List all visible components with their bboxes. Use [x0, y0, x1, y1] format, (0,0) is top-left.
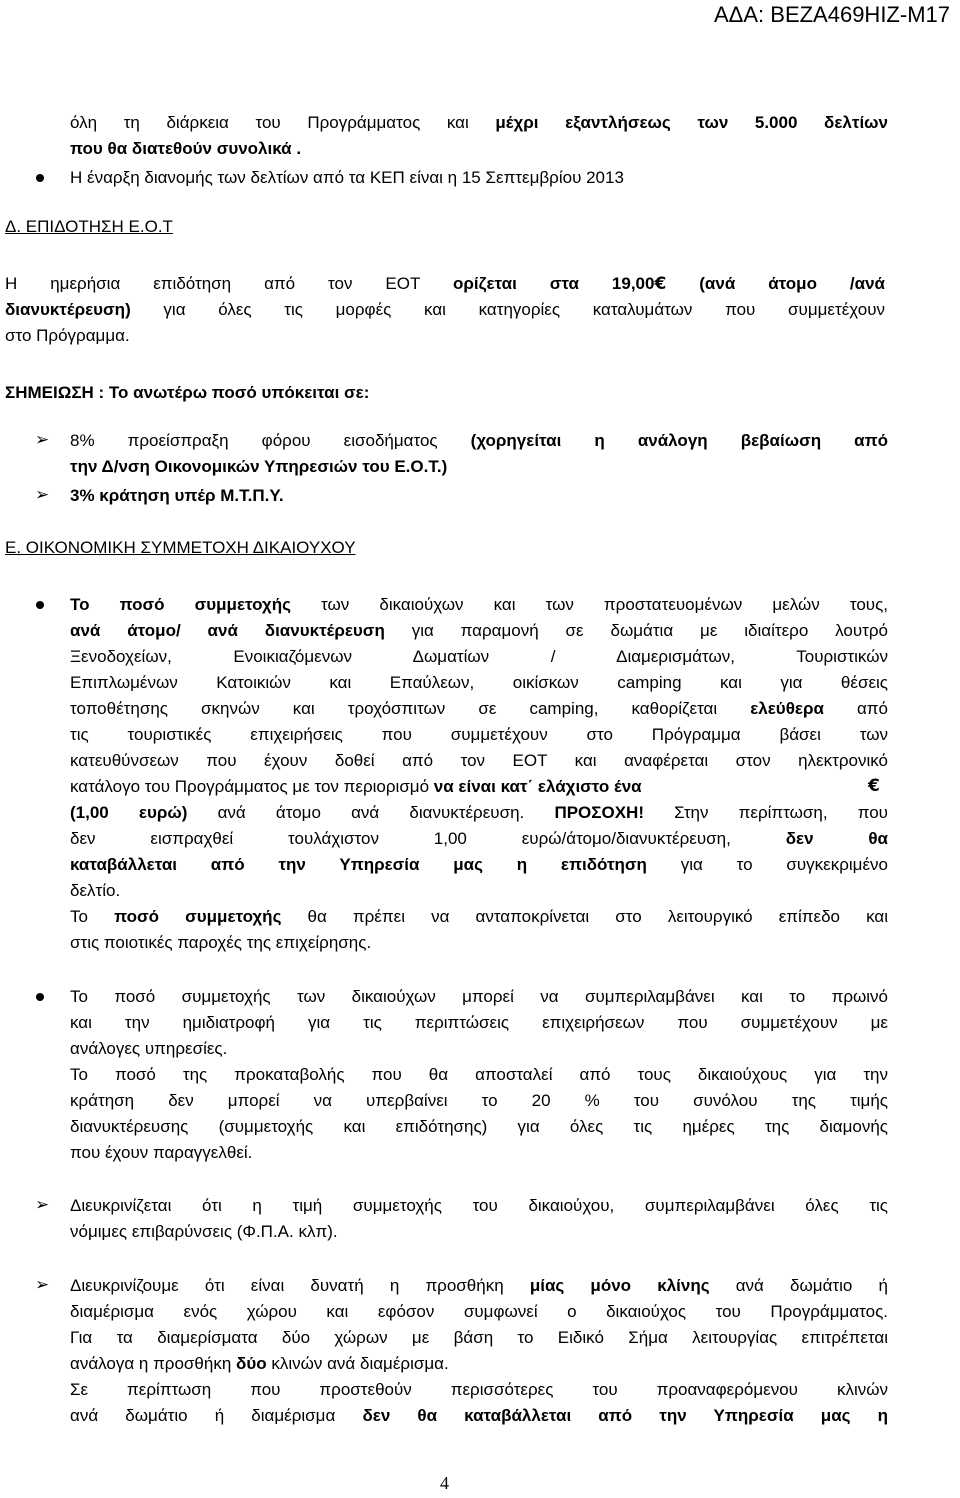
e-b1-l5-c: από: [823, 699, 888, 718]
bullet-icon: [36, 174, 44, 182]
e-b1-l1-b: των δικαιούχων και των προστατευομένων μελών τους,: [290, 595, 888, 614]
bullet-icon: [36, 993, 44, 1001]
e-b1-l11-a: καταβάλλεται από την Υπηρεσία μας η επιδότηση: [70, 855, 647, 874]
top-line-2-text: που θα διατεθούν συνολικά .: [70, 139, 302, 158]
e-b2-l2-text: και την ημιδιατροφή για τις περιπτώσεις επιχειρήσεων που συμμετέχουν με: [70, 1013, 888, 1032]
page-number: 4: [440, 1473, 449, 1493]
e-b1-l5-a: τοποθέτησης σκηνών και τροχόσπιτων σε camping, καθορίζεται: [70, 699, 751, 718]
section-d-p1-line1: [5, 271, 885, 296]
e-b1-l8: [70, 774, 642, 799]
e-a2-l3-text: Για τα διαμερίσματα δύο χώρων με βάση το Ειδικό Σήμα λειτουργίας επιτρέπεται: [70, 1328, 888, 1347]
euro-icon: €: [868, 776, 880, 796]
e-b2-l5: [70, 1088, 888, 1113]
e-a2-l1: [70, 1273, 888, 1298]
e-a2-l5-text: Σε περίπτωση που προστεθούν περισσότερες του προαναφερόμενου κλινών: [70, 1380, 888, 1399]
arrow-bullet-icon: ➢: [35, 485, 50, 504]
e-b1-l2: [70, 618, 888, 643]
e-b1-l2-b: για παραμονή σε δωμάτια με ιδιαίτερο λουτρό: [384, 621, 888, 640]
e-b2-l1-text: Το ποσό συμμετοχής των δικαιούχων μπορεί να συμπεριλαμβάνει και το πρωινό: [70, 987, 888, 1006]
e-a1-l2: νόμιμες επιβαρύνσεις (Φ.Π.Α. κλπ).: [70, 1222, 338, 1241]
note-item-1-l2: την Δ/νση Οικονομικών Υπηρεσιών του Ε.Ο.Τ.): [70, 457, 448, 476]
e-a2-l3: [70, 1325, 888, 1350]
e-b1-l2-a: ανά άτομο/ ανά διανυκτέρευση: [70, 621, 385, 640]
d-p1-l1-b: ορίζεται στα 19,00: [453, 274, 655, 293]
top-line-1-b: μέχρι εξαντλήσεως των 5.000 δελτίων: [495, 113, 888, 132]
e-b1-l10: [70, 826, 888, 851]
arrow-bullet-icon: ➢: [35, 1195, 50, 1214]
e-b2-l2: [70, 1010, 888, 1035]
e-a2-l4-b: δύο: [236, 1354, 267, 1373]
e-b1-l7: [70, 748, 888, 773]
note-heading-text: ΣΗΜΕΙΩΣΗ : Το ανωτέρω ποσό υπόκειται σε:: [5, 383, 370, 402]
e-b1-l9: [70, 800, 888, 825]
e-b1-l10-b: δεν θα: [785, 829, 888, 848]
e-a2-l4: [70, 1351, 449, 1376]
e-b1-l9-c: ΠΡΟΣΟΧΗ!: [554, 803, 644, 822]
e-b2-l3: ανάλογες υπηρεσίες.: [70, 1039, 228, 1058]
section-d-p1-line3: στο Πρόγραμμα.: [5, 326, 130, 345]
section-d-p1-line2: [5, 297, 885, 322]
e-b1-l13-c: θα πρέπει να ανταποκρίνεται στο λειτουργικό επίπεδο και: [281, 907, 889, 926]
e-b1-l1-a: Το ποσό συμμετοχής: [70, 595, 291, 614]
e-b1-l14: στις ποιοτικές παροχές της επιχείρησης.: [70, 933, 372, 952]
e-b2-l4: [70, 1062, 888, 1087]
e-a2-l6-b: δεν θα καταβάλλεται από την Υπηρεσία μας η: [362, 1406, 888, 1425]
e-b2-l1: [70, 984, 888, 1009]
e-b1-l6: [70, 722, 888, 747]
e-a2-l4-a: ανάλογα η προσθήκη: [70, 1354, 237, 1373]
top-line-1: [70, 110, 888, 135]
e-a2-l4-c: κλινών ανά διαμέρισμα.: [266, 1354, 449, 1373]
e-a2-l1-c: ανά δωμάτιο ή: [709, 1276, 888, 1295]
e-a1-l1-text: Διευκρινίζεται ότι η τιμή συμμετοχής του δικαιούχου, συμπεριλαμβάνει όλες τις: [70, 1196, 888, 1215]
e-b1-l9-d: Στην περίπτωση, που: [643, 803, 888, 822]
d-p1-l2-b: για όλες τις μορφές και κατηγορίες καταλυμάτων που συμμετέχουν: [130, 300, 885, 319]
arrow-bullet-icon: ➢: [35, 1275, 50, 1294]
e-b1-l13-a: Το: [70, 907, 115, 926]
e-b1-l13: [70, 904, 888, 929]
e-a2-l6: [70, 1403, 888, 1428]
section-e-heading: Ε. ΟΙΚΟΝΟΜΙΚΗ ΣΥΜΜΕΤΟΧΗ ΔΙΚΑΙΟΥΧΟΥ: [5, 538, 356, 557]
e-a2-l1-b: μίας μόνο κλίνης: [529, 1276, 710, 1295]
e-b1-l13-b: ποσό συμμετοχής: [114, 907, 282, 926]
e-b1-l3: [70, 644, 888, 669]
e-b1-l6-text: τις τουριστικές επιχειρήσεις που συμμετέχουν στο Πρόγραμμα βάσει των: [70, 725, 888, 744]
note-item-1-line1: [70, 428, 888, 453]
e-b1-l4-text: Επιπλωμένων Κατοικιών και Επαύλεων, οικίσκων camping και για θέσεις: [70, 673, 888, 692]
e-b1-l8-a: κατάλογο του Προγράμματος με τον περιορισμό: [70, 777, 434, 796]
arrow-bullet-icon: ➢: [35, 430, 50, 449]
note-item-2-text: 3% κράτηση υπέρ Μ.Τ.Π.Υ.: [70, 486, 284, 505]
d-p1-l1-c: (ανά άτομο /ανά: [666, 274, 886, 293]
section-d-heading: Δ. ΕΠΙΔΟΤΗΣΗ Ε.Ο.Τ: [5, 217, 173, 236]
kep-start-date: Η έναρξη διανομής των δελτίων από τα ΚΕΠ είναι η 15 Σεπτεμβρίου 2013: [70, 168, 624, 187]
e-b1-l4: [70, 670, 888, 695]
e-b2-l6-text: διανυκτέρευσης (συμμετοχής και επιδότησης) για όλες τις ημέρες της διαμονής: [70, 1117, 888, 1136]
e-b1-l11: [70, 852, 888, 877]
d-p1-l1-a: Η ημερήσια επιδότηση από τον ΕΟΤ: [5, 274, 454, 293]
e-b1-l9-b: ανά άτομο ανά διανυκτέρευση.: [187, 803, 555, 822]
ada-header: ΑΔΑ: ΒΕΖΑ469ΗΙΖ-Μ17: [714, 2, 950, 27]
e-b1-l12: δελτίο.: [70, 881, 121, 900]
e-b2-l4-text: Το ποσό της προκαταβολής που θα αποσταλεί από τους δικαιούχους για την: [70, 1065, 888, 1084]
e-b1-l11-b: για το συγκεκριμένο: [646, 855, 888, 874]
e-a2-l5: [70, 1377, 888, 1402]
e-b1-l9-a: (1,00 ευρώ): [70, 803, 188, 822]
note-item-1-line2: [70, 454, 447, 479]
e-a2-l6-a: ανά δωμάτιο ή διαμέρισμα: [70, 1406, 363, 1425]
note-item-1-a: 8% προείσπραξη φόρου εισοδήματος: [70, 431, 471, 450]
e-a1-l1: [70, 1193, 888, 1218]
d-p1-l2-a: διανυκτέρευση): [5, 300, 131, 319]
e-b1-l7-text: κατευθύνσεων που έχουν δοθεί από τον ΕΟΤ και αναφέρεται στον ηλεκτρονικό: [70, 751, 888, 770]
e-b1-l5: [70, 696, 888, 721]
e-b1-l10-a: δεν εισπραχθεί τουλάχιστον 1,00 ευρώ/άτομο/διανυκτέρευση,: [70, 829, 786, 848]
top-line-2: [70, 136, 301, 161]
note-item-1-b: (χορηγείται η ανάλογη βεβαίωση από: [470, 431, 888, 450]
e-b1-l3-text: Ξενοδοχείων, Ενοικιαζόμενων Δωματίων / Διαμερισμάτων, Τουριστικών: [70, 647, 888, 666]
e-b1-l5-b: ελεύθερα: [750, 699, 824, 718]
e-a2-l2-text: διαμέρισμα ενός χώρου και εφόσον συμφωνεί ο δικαιούχος του Προγράμματος.: [70, 1302, 888, 1321]
euro-icon: €: [654, 274, 667, 294]
e-b1-l1: [70, 592, 888, 617]
note-item-2: [70, 483, 284, 508]
e-b2-l7: που έχουν παραγγελθεί.: [70, 1143, 253, 1162]
note-heading: [5, 380, 369, 405]
top-line-1-a: όλη τη διάρκεια του Προγράμματος και: [70, 113, 496, 132]
e-b2-l6: [70, 1114, 888, 1139]
bullet-icon: [36, 601, 44, 609]
e-b2-l5-text: κράτηση δεν μπορεί να υπερβαίνει το 20 % του συνόλου της τιμής: [70, 1091, 888, 1110]
e-a2-l2: [70, 1299, 888, 1324]
e-a2-l1-a: Διευκρινίζουμε ότι είναι δυνατή η προσθήκη: [70, 1276, 530, 1295]
e-b1-l8-b: να είναι κατ΄ ελάχιστο ένα: [433, 777, 642, 796]
